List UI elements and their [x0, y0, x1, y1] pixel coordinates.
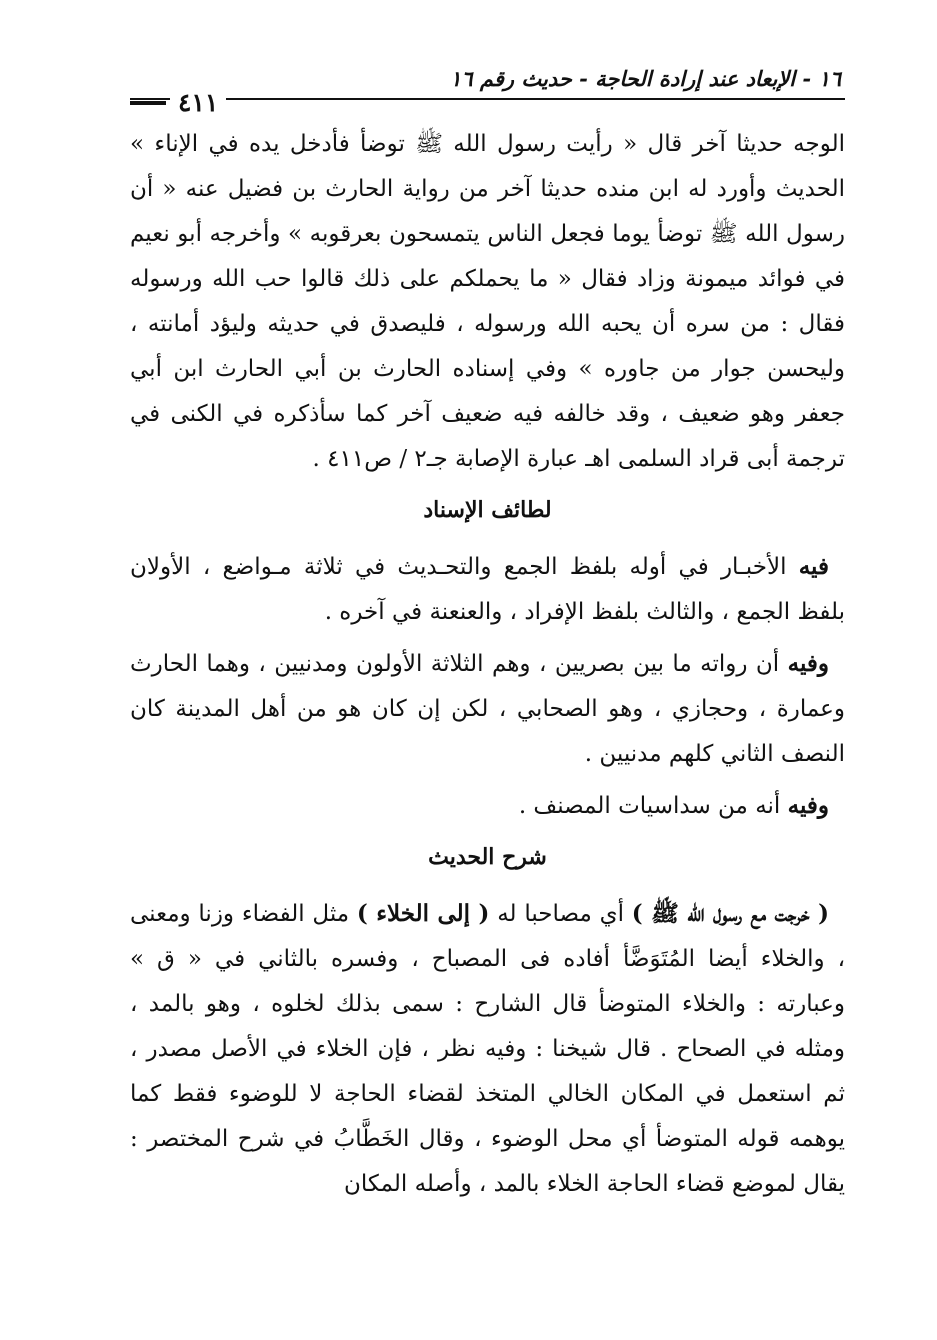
- paragraph-lead: فيه: [798, 553, 829, 580]
- isnad-paragraph-2: [130, 641, 845, 777]
- page-number: ٤١١: [170, 88, 226, 117]
- isnad-paragraph-1: [130, 544, 845, 635]
- isnad-paragraph-3: [130, 783, 845, 829]
- section-title-sharh: شرح الحديث: [428, 844, 547, 870]
- page-header: [130, 60, 845, 122]
- sharh-paragraph: [130, 891, 845, 1207]
- section-title-isnad: لطائف الإسناد: [423, 497, 552, 523]
- paragraph-text: أنه من سداسيات المصنف .: [518, 793, 788, 819]
- quoted-matn: ( خرجت مع رسول الله ﷺ ): [631, 900, 829, 927]
- paragraph-text: الأخبـار في أوله بلفظ الجمع والتحـديث في ثلاثة مـواضع ، الأولان بلفظ الجمع ، والثالث بلفظ الإفراد ، والعنعنة في آخره .: [130, 554, 845, 625]
- commentary-text: أي مصاحبا له: [489, 901, 632, 927]
- quoted-matn: ( إلى الخلاء ): [356, 900, 490, 927]
- header-rule: [130, 98, 845, 100]
- paragraph-lead: وفيه: [787, 650, 829, 677]
- paragraph-lead: وفيه: [787, 792, 829, 819]
- running-title: ١٦ - الإبعاد عند إرادة الحاجة - حديث رقم ١٦: [450, 66, 841, 91]
- intro-paragraph: الوجه حديثا آخر قال « رأيت رسول الله ﷺ توضأ فأدخل يده في الإناء » الحديث وأورد له ابن منده حديثا آخر من رواية الحارث بن فضيل عنه « أن رسول الله ﷺ توضأ يوما فجعل الناس يتمسحون بعرقوبه » وأخرجه أبو نعيم في فوائد ميمونة وزاد فقال « ما يحملكم على ذلك قالوا حب الله ورسوله فقال : من سره أن يحبه الله ورسوله ، فليصدق في حديثه وليؤد أمانته ، وليحسن جوار من جاوره » وفي إسناده الحارث بن أبي الحارث ابن أبي جعفر وهو ضعيف ، وقد خالفه فيه ضعيف آخر كما سأذكره في الكنى في ترجمة أبى قراد السلمى اهـ عبارة الإصابة جـ٢ / ص٤١١ .: [130, 131, 845, 472]
- paragraph-text: أن رواته ما بين بصريين ، وهم الثلاثة الأولون ومدنيين ، وهما الحارث وعمارة ، وحجازي ، وهو الصحابي ، لكن إن كان هو من أهل المدينة كان النصف الثاني كلهم مدنيين .: [130, 651, 845, 767]
- commentary-text: مثل الفضاء وزنا ومعنى ، والخلاء أيضا المُتَوَضَّأ أفاده فى المصباح ، وفسره بالثاني في « ق » وعبارته : والخلاء المتوضأ قال الشارح : سمى بذلك لخلوه ، وهو بالمد ، ومثله في الصحاح . قال شيخنا : وفيه نظر ، فإن الخلاء في الأصل مصدر ، ثم استعمل في المكان الخالي المتخذ لقضاء الحاجة لا للوضوء فقط كما يوهمه قوله المتوضأ أي محل الوضوء ، وقال الخَطَّابُ في شرح المختصر : يقال لموضع قضاء الحاجة الخلاء بالمد ، وأصله المكان: [130, 901, 845, 1197]
- document-page: [130, 60, 845, 1290]
